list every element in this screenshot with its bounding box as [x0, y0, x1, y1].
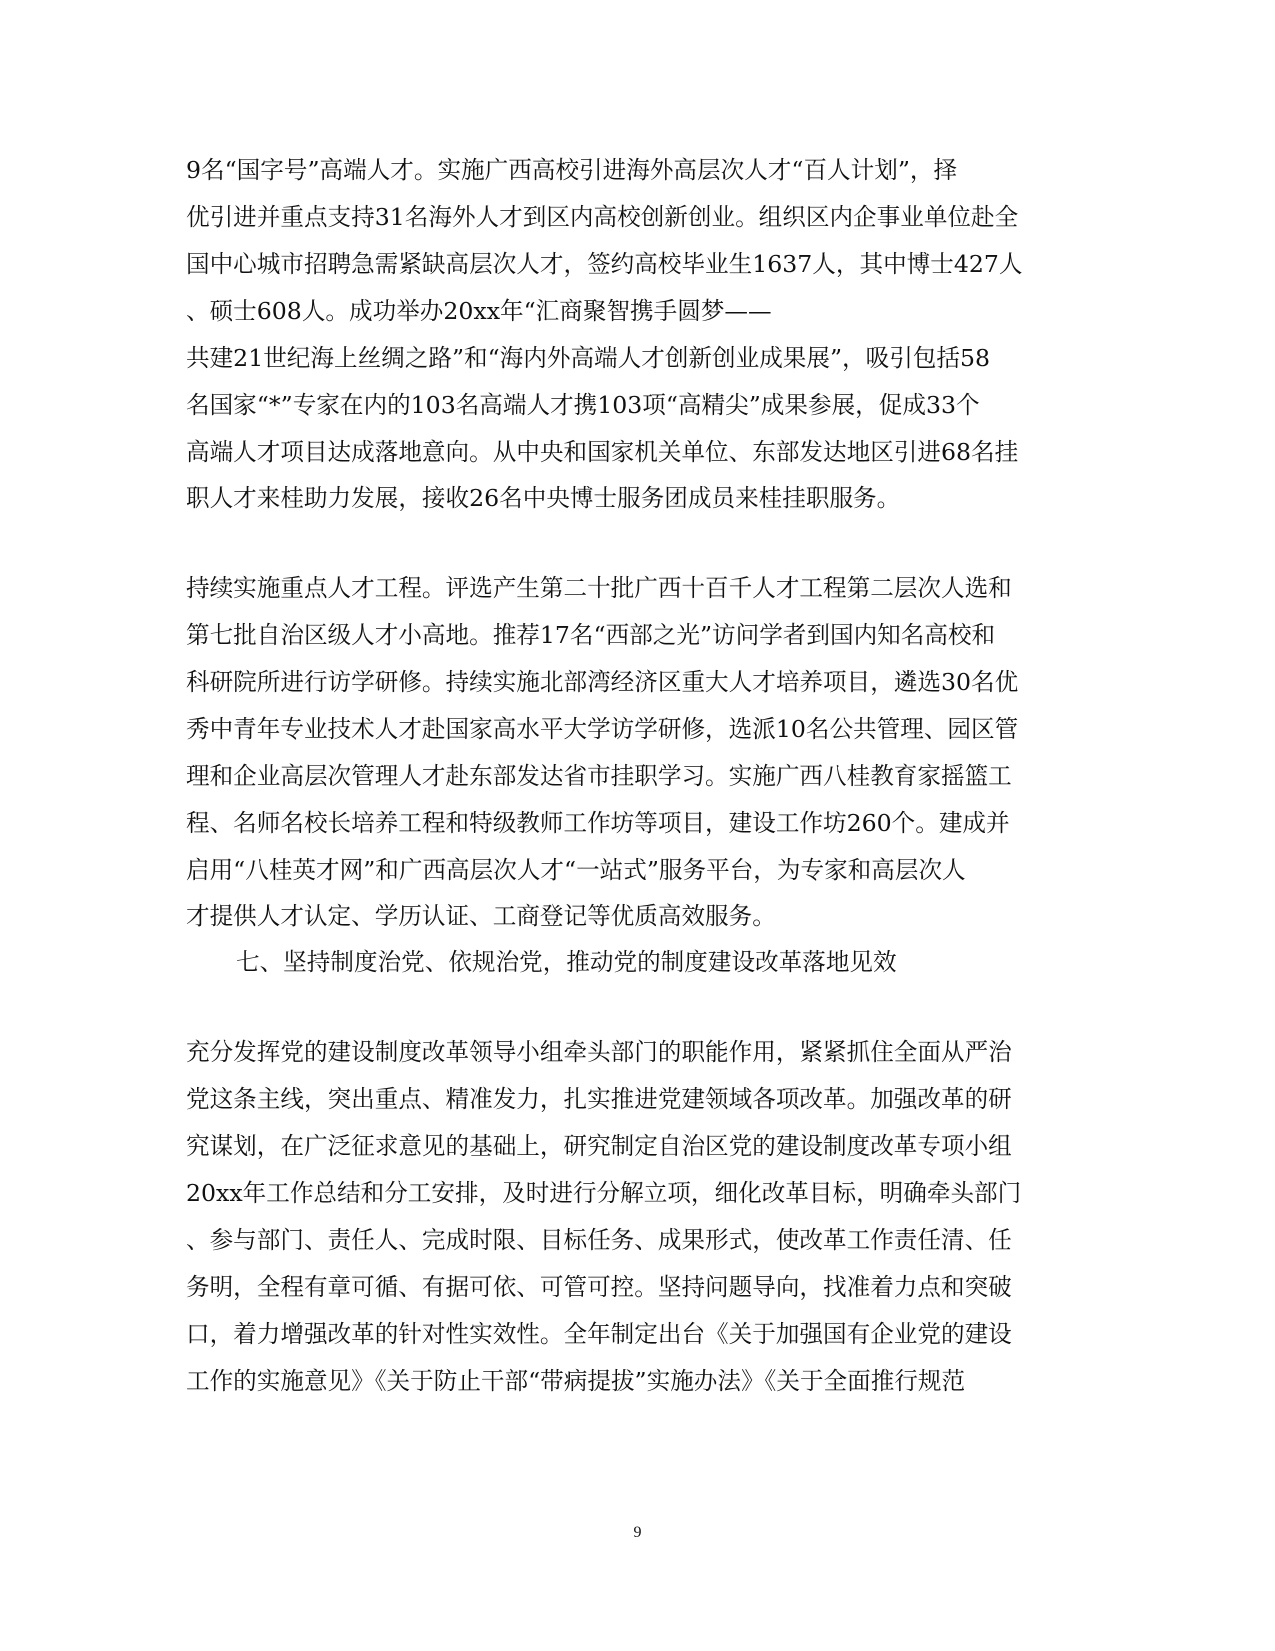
paragraph-3-line-8: 工作的实施意见》《关于防止干部“带病提拔”实施办法》《关于全面推行规范: [186, 1367, 966, 1395]
paragraph-1-line-2: 优引进并重点支持31名海外人才到区内高校创新创业。组织区内企事业单位赴全: [186, 203, 1019, 231]
paragraph-2-line-1: 持续实施重点人才工程。评选产生第二十批广西十百千人才工程第二层次人选和: [186, 574, 1012, 602]
paragraph-3-line-7: 口，着力增强改革的针对性实效性。全年制定出台《关于加强国有企业党的建设: [186, 1320, 1012, 1348]
paragraph-2-line-7: 启用“八桂英才网”和广西高层次人才“一站式”服务平台，为专家和高层次人: [186, 856, 966, 884]
paragraph-1-line-1: 9名“国字号”高端人才。实施广西高校引进海外高层次人才“百人计划”，择: [186, 156, 958, 184]
section-heading: 七、坚持制度治党、依规治党，推动党的制度建设改革落地见效: [236, 948, 897, 976]
paragraph-3-line-6: 务明，全程有章可循、有据可依、可管可控。坚持问题导向，找准着力点和突破: [186, 1273, 1012, 1301]
paragraph-2-line-5: 理和企业高层次管理人才赴东部发达省市挂职学习。实施广西八桂教育家摇篮工: [186, 762, 1012, 790]
paragraph-1-line-5: 共建21世纪海上丝绸之路”和“海内外高端人才创新创业成果展”，吸引包括58: [186, 344, 991, 372]
paragraph-2-line-3: 科研院所进行访学研修。持续实施北部湾经济区重大人才培养项目，遴选30名优: [186, 668, 1019, 696]
paragraph-1-line-4: 、硕士608人。成功举办20xx年“汇商聚智携手圆梦——: [186, 297, 772, 325]
paragraph-2-line-2: 第七批自治区级人才小高地。推荐17名“西部之光”访问学者到国内知名高校和: [186, 621, 996, 649]
page-number: 9: [633, 1524, 642, 1541]
paragraph-2-line-4: 秀中青年专业技术人才赴国家高水平大学访学研修，选派10名公共管理、园区管: [186, 715, 1019, 743]
paragraph-3-line-2: 党这条主线，突出重点、精准发力，扎实推进党建领域各项改革。加强改革的研: [186, 1085, 1012, 1113]
paragraph-1-line-6: 名国家“*”专家在内的103名高端人才携103项“高精尖”成果参展，促成33个: [186, 391, 980, 419]
paragraph-3-line-3: 究谋划，在广泛征求意见的基础上，研究制定自治区党的建设制度改革专项小组: [186, 1132, 1012, 1160]
paragraph-1-line-3: 国中心城市招聘急需紧缺高层次人才，签约高校毕业生1637人，其中博士427人: [186, 250, 1023, 278]
paragraph-1-line-8: 职人才来桂助力发展，接收26名中央博士服务团成员来桂挂职服务。: [186, 484, 901, 512]
paragraph-3-line-5: 、参与部门、责任人、完成时限、目标任务、成果形式，使改革工作责任清、任: [186, 1226, 1012, 1254]
paragraph-3-line-4: 20xx年工作总结和分工安排，及时进行分解立项，细化改革目标，明确牵头部门: [186, 1179, 1022, 1207]
paragraph-1-line-7: 高端人才项目达成落地意向。从中央和国家机关单位、东部发达地区引进68名挂: [186, 438, 1019, 466]
paragraph-2-line-6: 程、名师名校长培养工程和特级教师工作坊等项目，建设工作坊260个。建成并: [186, 809, 1010, 837]
paragraph-3-line-1: 充分发挥党的建设制度改革领导小组牵头部门的职能作用，紧紧抓住全面从严治: [186, 1038, 1012, 1066]
paragraph-2-line-8: 才提供人才认定、学历认证、工商登记等优质高效服务。: [186, 902, 776, 930]
